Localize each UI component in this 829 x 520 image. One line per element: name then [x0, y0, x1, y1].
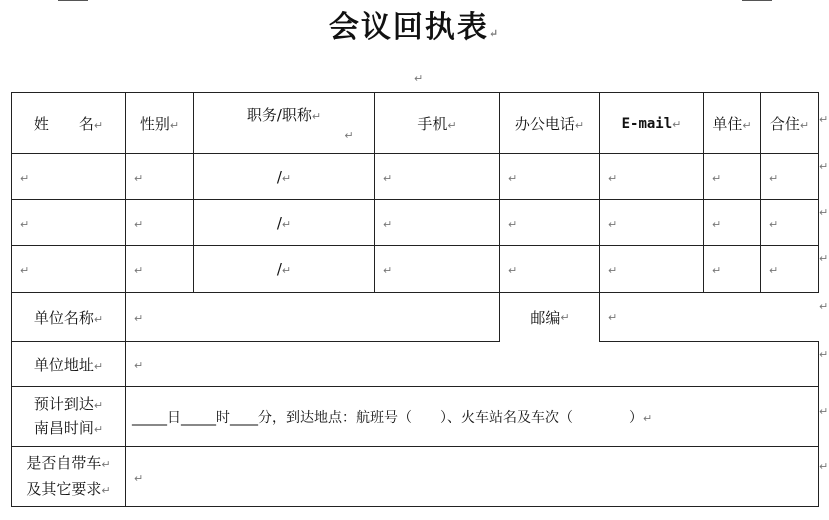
corner-mark-left — [58, 0, 88, 1]
cell-position[interactable]: /↵ — [194, 246, 375, 293]
org-address-label: 单位地址↵ — [12, 342, 126, 387]
header-mobile: 手机↵ — [375, 93, 500, 154]
header-position: 职务/职称↵ ↵ — [194, 93, 375, 154]
cell-email[interactable]: ↵ — [600, 154, 704, 200]
row-end-mark: ↵ — [819, 405, 829, 418]
cell-mobile[interactable]: ↵ — [375, 154, 500, 200]
row-end-mark: ↵ — [819, 113, 829, 126]
org-name-label: 单位名称↵ — [12, 293, 126, 342]
row-end-mark: ↵ — [819, 160, 829, 173]
cell-email[interactable]: ↵ — [600, 200, 704, 246]
header-name: 姓 名↵ — [12, 93, 126, 154]
row-end-mark: ↵ — [819, 252, 829, 265]
header-row — [12, 93, 819, 154]
cell-office-phone[interactable]: ↵ — [500, 200, 600, 246]
postcode-field[interactable]: ↵ — [599, 293, 817, 342]
cell-position[interactable]: /↵ — [194, 200, 375, 246]
header-gender: 性别↵ — [126, 93, 194, 154]
arrival-label: 预计到达↵ 南昌时间↵ — [12, 387, 126, 447]
header-shared-room: 合住↵ — [761, 93, 819, 154]
cell-name[interactable]: ↵ — [12, 246, 126, 293]
other-requirements-field[interactable]: ↵ — [126, 447, 819, 507]
page-title: 会议回执表↵ — [328, 10, 501, 45]
cell-name[interactable]: ↵ — [12, 154, 126, 200]
cell-name[interactable]: ↵ — [12, 200, 126, 246]
cell-office-phone[interactable]: ↵ — [500, 246, 600, 293]
other-requirements-label: 是否自带车↵ 及其它要求↵ — [12, 447, 126, 507]
org-address-row — [12, 342, 819, 387]
arrival-row — [12, 387, 819, 447]
cell-single-room[interactable]: ↵ — [704, 154, 761, 200]
header-office-phone: 办公电话↵ — [500, 93, 600, 154]
attendee-row-3 — [12, 246, 819, 293]
arrival-field[interactable]: _____日_____时____分，到达地点：航班号（ ）、火车站名及车次（ ）↵ — [126, 387, 819, 447]
cell-gender[interactable]: ↵ — [126, 200, 194, 246]
postcode-label: 邮编 ↵ — [499, 293, 600, 342]
cell-position[interactable]: /↵ — [194, 154, 375, 200]
paragraph-mark: ↵ — [414, 72, 424, 85]
cell-shared-room[interactable]: ↵ — [761, 200, 819, 246]
org-name-field[interactable]: ↵ — [126, 293, 600, 342]
cell-shared-room[interactable]: ↵ — [761, 154, 819, 200]
attendee-row-2 — [12, 200, 819, 246]
cell-single-room[interactable]: ↵ — [704, 200, 761, 246]
row-end-mark: ↵ — [819, 348, 829, 361]
attendee-row-1 — [12, 154, 819, 200]
cell-office-phone[interactable]: ↵ — [500, 154, 600, 200]
cell-single-room[interactable]: ↵ — [704, 246, 761, 293]
other-requirements-row — [12, 447, 819, 507]
cell-gender[interactable]: ↵ — [126, 154, 194, 200]
postcode-block — [499, 293, 818, 342]
cell-email[interactable]: ↵ — [600, 246, 704, 293]
corner-mark-right — [742, 0, 772, 1]
cell-mobile[interactable]: ↵ — [375, 200, 500, 246]
row-end-mark: ↵ — [819, 460, 829, 473]
cell-mobile[interactable]: ↵ — [375, 246, 500, 293]
cell-gender[interactable]: ↵ — [126, 246, 194, 293]
org-address-field[interactable]: ↵ — [126, 342, 819, 387]
cell-shared-room[interactable]: ↵ — [761, 246, 819, 293]
row-end-mark: ↵ — [819, 206, 829, 219]
row-end-mark: ↵ — [819, 300, 829, 313]
header-single-room: 单住↵ — [704, 93, 761, 154]
header-email: E-mail↵ — [600, 93, 704, 154]
